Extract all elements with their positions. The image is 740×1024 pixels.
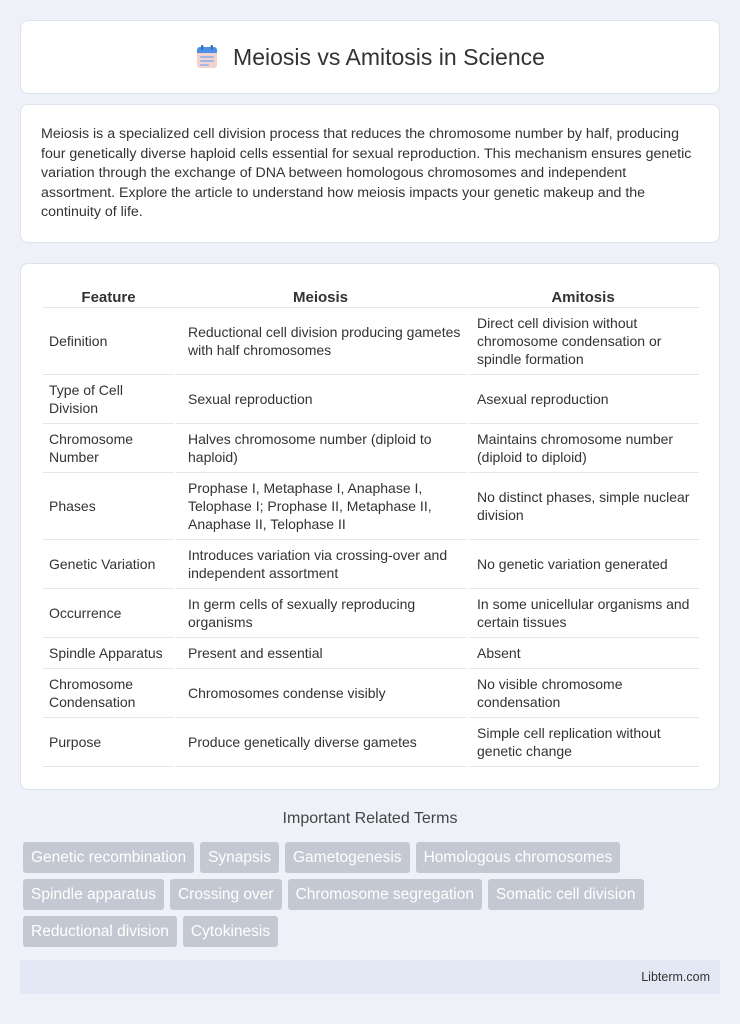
column-header-feature: Feature (43, 284, 174, 308)
column-header-amitosis: Amitosis (467, 284, 699, 308)
calendar-document-icon (195, 44, 219, 70)
page-title: Meiosis vs Amitosis in Science (233, 43, 545, 70)
table-row (43, 424, 699, 473)
row-amitosis: In some unicellular organisms and certain tissues (467, 589, 699, 638)
table-header-row (43, 284, 699, 308)
row-meiosis: In germ cells of sexually reproducing organisms (174, 589, 467, 638)
column-header-meiosis: Meiosis (174, 284, 467, 308)
row-feature: Chromosome Condensation (43, 669, 174, 718)
tag-link[interactable]: Genetic recombination (23, 842, 194, 873)
row-meiosis: Halves chromosome number (diploid to haploid) (174, 424, 467, 473)
row-feature: Phases (43, 473, 174, 540)
row-meiosis: Produce genetically diverse gametes (174, 718, 467, 767)
tag-link[interactable]: Somatic cell division (488, 879, 644, 910)
tag-link[interactable]: Reductional division (23, 916, 177, 947)
tag-row (23, 842, 723, 873)
tag-link[interactable]: Crossing over (170, 879, 282, 910)
tag-link[interactable]: Cytokinesis (183, 916, 278, 947)
table-row (43, 589, 699, 638)
row-meiosis: Sexual reproduction (174, 375, 467, 424)
table-row (43, 308, 699, 375)
row-meiosis: Prophase I, Metaphase I, Anaphase I, Telophase I; Prophase II, Metaphase II, Anaphase II, Telophase II (174, 473, 467, 540)
related-terms-tags (23, 842, 723, 953)
row-feature: Occurrence (43, 589, 174, 638)
footer-site-link[interactable]: Libterm.com (641, 970, 710, 984)
tag-link[interactable]: Homologous chromosomes (416, 842, 621, 873)
tag-link[interactable]: Spindle apparatus (23, 879, 164, 910)
footer (20, 960, 720, 994)
row-amitosis: Absent (467, 638, 699, 669)
tag-row (23, 879, 723, 910)
table-row (43, 375, 699, 424)
tag-row (23, 916, 723, 947)
header-card (20, 20, 720, 94)
table-row (43, 638, 699, 669)
comparison-table (43, 284, 699, 767)
comparison-table-card (20, 263, 720, 790)
tag-link[interactable]: Chromosome segregation (288, 879, 482, 910)
row-meiosis: Present and essential (174, 638, 467, 669)
row-meiosis: Introduces variation via crossing-over and independent assortment (174, 540, 467, 589)
table-row (43, 473, 699, 540)
table-row (43, 669, 699, 718)
row-feature: Chromosome Number (43, 424, 174, 473)
row-amitosis: No genetic variation generated (467, 540, 699, 589)
row-feature: Type of Cell Division (43, 375, 174, 424)
row-feature: Genetic Variation (43, 540, 174, 589)
row-meiosis: Chromosomes condense visibly (174, 669, 467, 718)
table-row (43, 718, 699, 767)
row-amitosis: Simple cell replication without genetic change (467, 718, 699, 767)
row-feature: Spindle Apparatus (43, 638, 174, 669)
row-feature: Definition (43, 308, 174, 375)
row-amitosis: No distinct phases, simple nuclear division (467, 473, 699, 540)
row-amitosis: Asexual reproduction (467, 375, 699, 424)
tag-link[interactable]: Gametogenesis (285, 842, 410, 873)
intro-card (20, 104, 720, 243)
tag-link[interactable]: Synapsis (200, 842, 279, 873)
row-meiosis: Reductional cell division producing gametes with half chromosomes (174, 308, 467, 375)
row-amitosis: Maintains chromosome number (diploid to diploid) (467, 424, 699, 473)
intro-text: Meiosis is a specialized cell division process that reduces the chromosome number by half, producing four genetically diverse haploid cells essential for sexual reproduction. This mechanism ensures genetic variation through the exchange of DNA between homologous chromosomes and independent assortment. Explore the article to understand how meiosis impacts your genetic makeup and the continuity of life. (41, 126, 692, 220)
table-row (43, 540, 699, 589)
row-feature: Purpose (43, 718, 174, 767)
related-terms-title: Important Related Terms (282, 810, 458, 827)
row-amitosis: Direct cell division without chromosome condensation or spindle formation (467, 308, 699, 375)
row-amitosis: No visible chromosome condensation (467, 669, 699, 718)
